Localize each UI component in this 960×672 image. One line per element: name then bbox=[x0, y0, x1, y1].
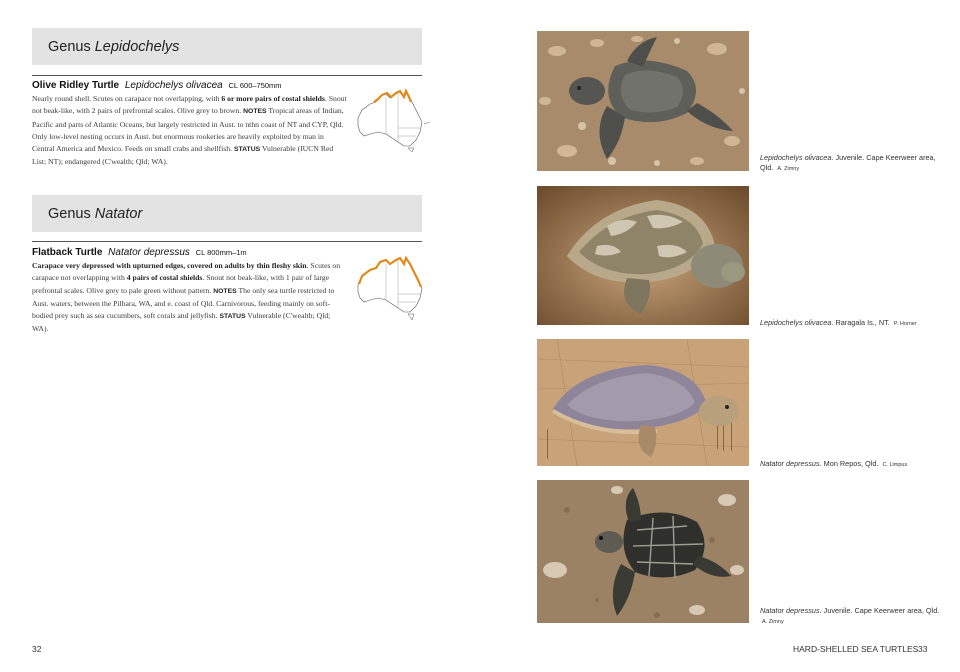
notes-label: NOTES bbox=[243, 108, 267, 116]
genus-natator-heading bbox=[32, 195, 422, 232]
status-label: STATUS bbox=[233, 146, 261, 154]
caption-scientific-name: Natator depressus bbox=[760, 606, 820, 615]
desc-bold: 4 pairs of costal shields bbox=[126, 273, 203, 283]
status-text: Vulnerable (C'wealth; Qld; WA). bbox=[32, 311, 331, 334]
species-description bbox=[32, 260, 348, 336]
photo-credit: C. Limpus bbox=[882, 462, 908, 468]
common-name: Flatback Turtle bbox=[32, 247, 103, 258]
australia-range-map-flatback bbox=[352, 254, 432, 324]
caption-scientific-name: Lepidochelys olivacea bbox=[760, 153, 832, 162]
species-heading bbox=[32, 80, 348, 91]
genus-name: Natator bbox=[94, 205, 143, 222]
section-rule bbox=[32, 75, 422, 76]
desc-text: . Snout not beak-like, with 2 pairs of prefrontal scales. Olive grey to brown. bbox=[32, 94, 347, 116]
photo-olive-ridley-adult bbox=[537, 186, 749, 325]
caption-scientific-name: Lepidochelys olivacea bbox=[760, 318, 832, 327]
desc-text: Nearly round shell. Scutes on carapace not overlapping, with bbox=[32, 94, 222, 103]
desc-text: . Snout not beak-like, with 1 pair of large prefrontal scales. Olive grey to pale green without pattern. bbox=[32, 273, 330, 295]
genus-label: Genus bbox=[48, 38, 91, 55]
genus-label: Genus bbox=[48, 205, 91, 222]
caption-text: . Raragala Is., NT. bbox=[831, 318, 890, 327]
photo-flatback-juvenile bbox=[537, 480, 749, 623]
caption-text: . Juvenile. Cape Keerweer area, Qld. bbox=[819, 606, 940, 615]
caption-text: . Mon Repos, Qld. bbox=[819, 459, 879, 468]
desc-bold: 6 or more pairs of costal shields bbox=[221, 94, 325, 103]
scientific-name: Natator depressus bbox=[108, 247, 190, 258]
notes-text: Tropical areas of Indian, Pacific and parts of Atlantic Oceans, but largely restricted in Aust. to nthn coast of NT and CYP, Qld. Only low-level nesting occurs in Aust. but enormous rookeries are heavily exploited by man in Central America and Mexico. Feeds on small crabs and shellfish. bbox=[32, 106, 344, 154]
notes-label: NOTES bbox=[213, 287, 237, 295]
photo-olive-ridley-juvenile bbox=[537, 31, 749, 171]
desc-text: . Scutes on carapace not overlapping with bbox=[32, 261, 341, 283]
genus-name: Lepidochelys bbox=[94, 38, 180, 55]
caption-text: . Juvenile. Cape Keerweer area, Qld. bbox=[760, 153, 936, 172]
photo-credit: P. Horner bbox=[893, 321, 917, 327]
photo-credit: A. Zimny bbox=[762, 619, 784, 625]
australia-range-map-olive-ridley bbox=[352, 88, 432, 154]
photo-caption bbox=[760, 459, 940, 470]
photo-caption bbox=[760, 606, 940, 627]
page-number-left: 32 bbox=[32, 644, 42, 654]
section-rule bbox=[32, 241, 422, 242]
desc-bold: Carapace very depressed with upturned edges, covered on adults by thin fleshy skin bbox=[32, 261, 307, 270]
scientific-name: Lepidochelys olivacea bbox=[124, 80, 223, 91]
species-heading bbox=[32, 247, 348, 258]
carapace-length: CL 600–750mm bbox=[228, 81, 282, 90]
page-number-right: 33 bbox=[918, 644, 928, 654]
carapace-length: CL 800mm–1m bbox=[195, 248, 247, 257]
notes-text: The only sea turtle restricted to Aust. waters, between the Pilbara, WA, and e. coast of Qld. Carnivorous, feeding mainly on soft-bodied prey such as sea cucumbers, soft corals and jellyfish. bbox=[32, 285, 335, 321]
species-entry-olive-ridley bbox=[32, 80, 348, 169]
running-head: HARD-SHELLED SEA TURTLES bbox=[793, 644, 919, 654]
status-label: STATUS bbox=[219, 313, 246, 321]
caption-scientific-name: Natator depressus bbox=[760, 459, 820, 468]
photo-credit: A. Zimny bbox=[777, 166, 800, 172]
genus-lepidochelys-heading bbox=[32, 28, 422, 65]
photo-flatback-adult bbox=[537, 339, 749, 466]
species-entry-flatback bbox=[32, 247, 348, 336]
photo-caption bbox=[760, 318, 940, 329]
photo-caption bbox=[760, 153, 940, 174]
status-text: Vulnerable (IUCN Red List; NT); endangered (C'wealth; Qld; WA). bbox=[32, 144, 334, 167]
species-description bbox=[32, 93, 348, 169]
common-name: Olive Ridley Turtle bbox=[32, 80, 120, 91]
